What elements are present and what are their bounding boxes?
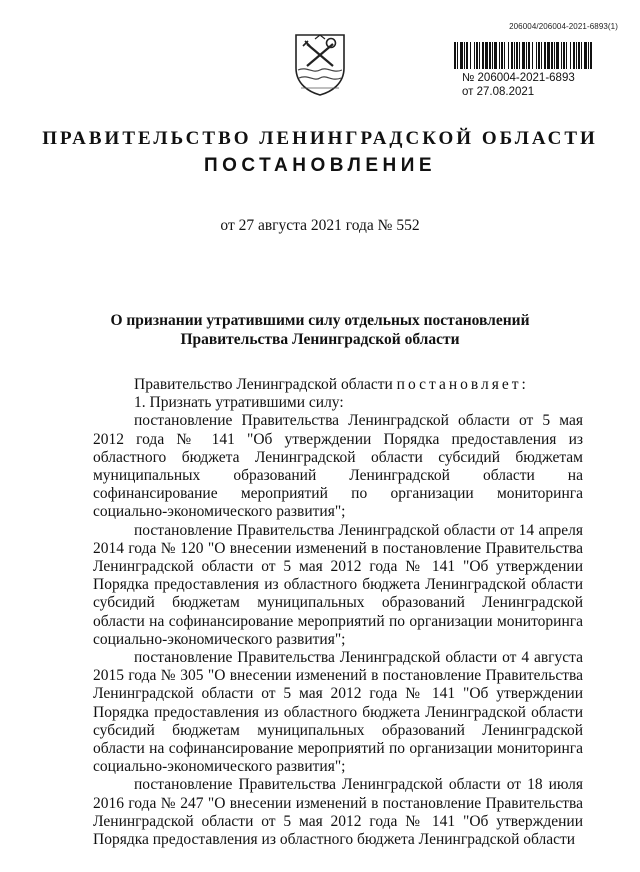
issuer-heading: ПРАВИТЕЛЬСТВО ЛЕНИНГРАДСКОЙ ОБЛАСТИ bbox=[42, 128, 598, 149]
intro-paragraph bbox=[93, 376, 583, 394]
registration-block bbox=[462, 71, 575, 99]
document-body bbox=[93, 376, 583, 849]
body-paragraph-2: постановление Правительства Ленинградской области от 14 апреля 2014 года № 120 "О внесении изменений в постановление Правительства Ленинградской области от 5 мая 2012 года № 141 "Об утверждении Порядка предоставления из областного бюджета Ленинградской области субсидий бюджетам муниципальных образований Ленинградской области на софинансирование мероприятий по организации мониторинга социально-экономического развития"; bbox=[93, 521, 583, 648]
item-1: 1. Признать утратившими силу: bbox=[134, 394, 344, 412]
registration-number: № 206004-2021-6893 bbox=[462, 72, 575, 84]
document-date-number: от 27 августа 2021 года № 552 bbox=[220, 217, 420, 234]
body-paragraph-4: постановление Правительства Ленинградской области от 18 июля 2016 года № 247 "О внесении изменений в постановление Правительства Ленинградской области от 5 мая 2012 года № 141 "Об утверждении Порядка предоставления из областного бюджета Ленинградской области bbox=[93, 776, 583, 849]
coat-of-arms-emblem bbox=[293, 32, 347, 96]
barcode bbox=[454, 42, 594, 69]
body-paragraph-1: постановление Правительства Ленинградской области от 5 мая 2012 года № 141 "Об утверждении Порядка предоставления из областного бюджета Ленинградской области субсидий бюджетам муниципальных образований Ленинградской области на софинансирование мероприятий по организации мониторинга социально-экономического развития"; bbox=[93, 412, 583, 521]
title-line-2: Правительства Ленинградской области bbox=[180, 331, 460, 348]
body-paragraph-3: постановление Правительства Ленинградской области от 4 августа 2015 года № 305 "О внесении изменений в постановление Правительства Ленинградской области от 5 мая 2012 года № 141 "Об утверждении Порядка предоставления из областного бюджета Ленинградской области субсидий бюджетам муниципальных образований Ленинградской области на софинансирование мероприятий по организации мониторинга социально-экономического развития"; bbox=[93, 649, 583, 776]
document-id: 206004/206004-2021-6893(1) bbox=[509, 22, 618, 31]
document-title bbox=[0, 311, 640, 349]
intro-prefix: Правительство Ленинградской области bbox=[134, 376, 393, 393]
registration-date: от 27.08.2021 bbox=[462, 86, 535, 98]
intro-verb: постановляет: bbox=[396, 376, 529, 393]
document-type-heading: ПОСТАНОВЛЕНИЕ bbox=[203, 155, 437, 176]
title-line-1: О признании утратившими силу отдельных постановлений bbox=[110, 312, 530, 329]
